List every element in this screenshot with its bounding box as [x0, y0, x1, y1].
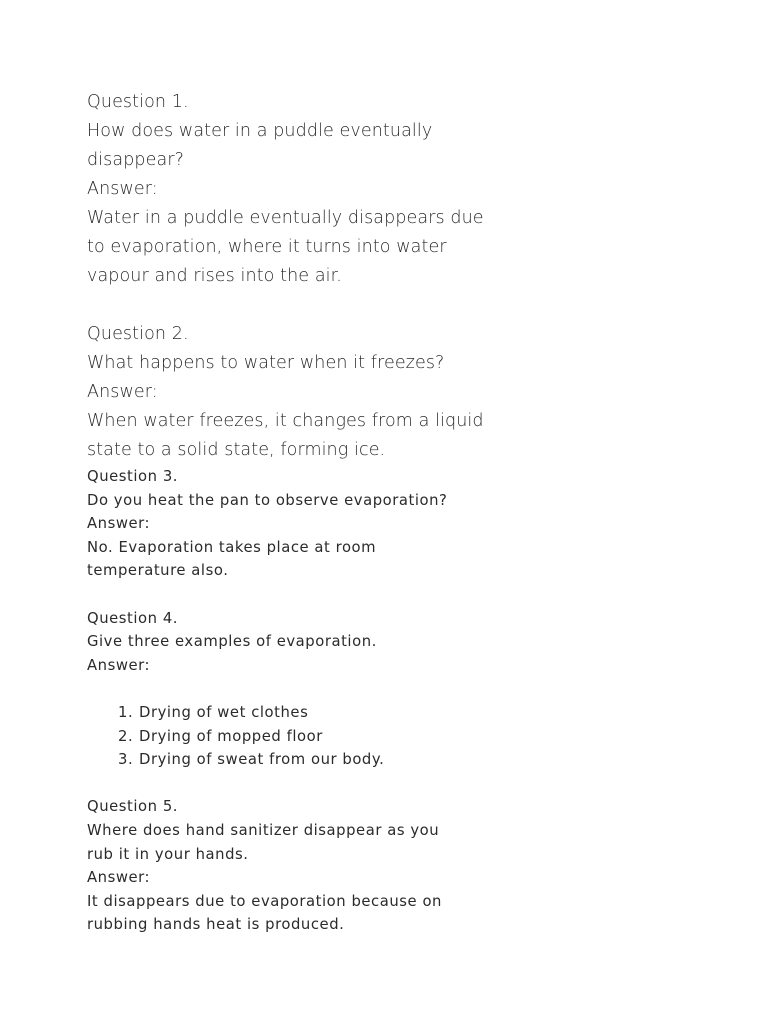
answer-label: Answer: — [87, 656, 151, 674]
question-heading: Question 1. — [87, 92, 189, 112]
question-5-block — [87, 795, 517, 937]
list-item — [87, 748, 517, 772]
question-text-line: Do you heat the pan to observe evaporation? — [87, 491, 448, 509]
question-heading: Question 5. — [87, 798, 179, 816]
question-1-block — [87, 88, 517, 291]
answer-text-line: vapour and rises into the air. — [87, 266, 342, 286]
document-page — [87, 88, 517, 937]
question-4-block — [87, 607, 517, 772]
answer-text-line: Water in a puddle eventually disappears due — [87, 208, 484, 228]
question-heading: Question 3. — [87, 468, 179, 485]
question-text-line: How does water in a puddle eventually — [87, 121, 433, 141]
answer-text-line: rubbing hands heat is produced. — [87, 916, 345, 934]
list-item-text: Drying of wet clothes — [139, 703, 309, 721]
answer-text-line: to evaporation, where it turns into water — [87, 237, 447, 257]
answer-label: Answer: — [87, 869, 151, 887]
answer-text-line: temperature also. — [87, 562, 229, 580]
question-text-line: Where does hand sanitizer disappear as you — [87, 821, 440, 839]
list-item-number: 1. — [118, 703, 134, 721]
list-item-text: Drying of mopped floor — [139, 727, 323, 745]
list-item-number: 3. — [118, 751, 134, 769]
spacer — [87, 291, 517, 320]
list-item — [87, 701, 517, 725]
spacer — [87, 772, 517, 796]
answer-text-line: state to a solid state, forming ice. — [87, 440, 386, 460]
question-heading: Question 4. — [87, 609, 179, 627]
answer-text-line: No. Evaporation takes place at room — [87, 538, 377, 556]
question-text-line: Give three examples of evaporation. — [87, 633, 377, 651]
question-heading: Question 2. — [87, 324, 189, 344]
answer-label: Answer: — [87, 515, 151, 533]
examples-list — [87, 701, 517, 772]
spacer — [87, 677, 517, 701]
answer-label: Answer: — [87, 179, 158, 199]
question-text-line: disappear? — [87, 150, 185, 170]
question-text-line: rub it in your hands. — [87, 845, 249, 863]
question-text-line: What happens to water when it freezes? — [87, 353, 445, 373]
answer-text-line: When water freezes, it changes from a liquid — [87, 411, 484, 431]
question-3-block — [87, 465, 517, 583]
spacer — [87, 583, 517, 607]
list-item-text: Drying of sweat from our body. — [139, 751, 385, 769]
answer-label: Answer: — [87, 382, 158, 402]
list-item-number: 2. — [118, 727, 134, 745]
list-item — [87, 725, 517, 749]
question-2-block — [87, 320, 517, 465]
answer-text-line: It disappears due to evaporation because on — [87, 892, 442, 910]
